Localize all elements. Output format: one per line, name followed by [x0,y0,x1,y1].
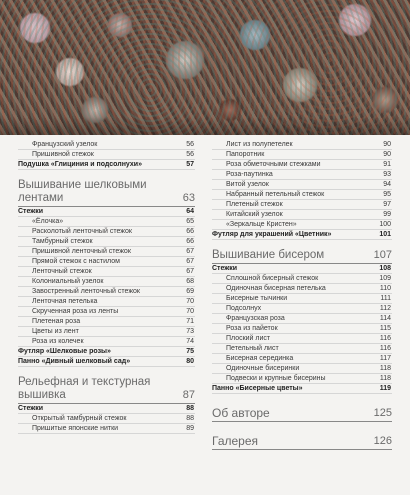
toc-entry-title: Расколотый ленточный стежок [32,228,132,235]
toc-entry-page: 110 [379,285,391,292]
toc-entry [18,267,195,277]
toc-entry [18,414,195,424]
toc-entry-page: 69 [186,288,194,295]
toc-entry-page: 56 [186,141,194,148]
toc-entry-title: Китайский узелок [226,211,283,218]
section-heading [212,249,392,264]
toc-entry-page: 90 [383,141,391,148]
toc-entry-title: Пришитые японские нитки [32,425,119,432]
toc-entry [212,170,392,180]
toc-entry-title: Скрученная роза из ленты [32,308,119,315]
toc-entry-page: 100 [379,221,391,228]
toc-entry-page: 57 [186,161,194,168]
toc-entry-title: Пришивной стежок [32,151,94,158]
toc-entry-page: 73 [186,328,194,335]
toc-entry [212,140,392,150]
toc-entry [18,150,195,160]
toc-entry [18,327,195,337]
toc-entry [212,160,392,170]
toc-entry-title: Набранный петельный стежок [226,191,325,198]
section-heading [212,407,392,422]
toc-entry-title: «Зеркальце Кристен» [226,221,297,228]
toc-entry-title: Французская роза [226,315,285,322]
section-title: Вышивание шелковыми лентами [18,179,147,204]
toc-entry [18,277,195,287]
toc-entry-title: Петельный лист [226,345,279,352]
toc-entry-page: 70 [186,308,194,315]
toc-entry [18,247,195,257]
toc-entry-page: 67 [186,268,194,275]
toc-entry-page: 116 [379,345,391,352]
toc-right-column [212,140,392,450]
toc-entry-title: Стежки [212,265,238,272]
toc-entry-title: Роза-паутинка [226,171,273,178]
section-page: 87 [182,389,195,401]
toc-entry-title: Подвески и крупные бисерины [226,375,326,382]
toc-entry-page: 88 [186,405,194,412]
toc-entry [18,347,195,357]
toc-entry-title: Панно «Бисерные цветы» [212,385,303,392]
toc-entry [212,230,392,240]
section-title: Галерея [212,434,259,448]
toc-group [212,264,392,394]
toc-entry-page: 74 [186,338,194,345]
toc-entry-page: 91 [383,161,391,168]
toc-entry-page: 114 [379,315,391,322]
toc-entry [212,324,392,334]
toc-entry-title: Пришивной ленточный стежок [32,248,131,255]
toc-entry-title: Прямой стежок с настилом [32,258,120,265]
toc-entry [212,210,392,220]
toc-entry-title: Ленточный стежок [32,268,92,275]
toc-entry-title: Сплошной бисерный стежок [226,275,319,282]
toc-entry-title: Стежки [18,208,44,215]
toc-entry [212,284,392,294]
header-photo-beads [0,0,410,135]
section-title: Об авторе [212,406,270,420]
toc-entry-page: 68 [186,278,194,285]
toc-entry [18,307,195,317]
toc-entry-page: 95 [383,191,391,198]
toc-entry [212,364,392,374]
toc-entry-page: 117 [379,355,391,362]
toc-entry-page: 99 [383,211,391,218]
toc-entry-title: Стежки [18,405,44,412]
toc-entry [212,200,392,210]
toc-entry-page: 90 [383,151,391,158]
toc-entry-title: Подушка «Глициния и подсолнухи» [18,161,142,168]
toc-entry-page: 118 [379,375,391,382]
toc-entry-title: Бисерная серединка [226,355,294,362]
toc-group [18,207,195,367]
toc-entry-page: 64 [186,208,194,215]
toc-entry-page: 66 [186,238,194,245]
toc-entry-page: 65 [186,218,194,225]
toc-group [18,404,195,434]
toc-entry [18,297,195,307]
toc-entry-page: 112 [379,305,391,312]
toc-entry-title: Папоротник [226,151,265,158]
toc-entry [212,190,392,200]
toc-entry-title: Колониальный узелок [32,278,104,285]
toc-entry-title: Футляр для украшений «Цветник» [212,231,332,238]
toc-entry-title: Роза из пайеток [226,325,278,332]
toc-entry [212,374,392,384]
toc-entry [18,317,195,327]
toc-entry [18,337,195,347]
toc-entry [212,294,392,304]
toc-entry-page: 119 [379,385,391,392]
toc-entry [212,384,392,394]
toc-entry [212,344,392,354]
toc-entry [212,150,392,160]
section-page: 125 [373,407,392,419]
toc-entry [18,207,195,217]
toc-entry-page: 89 [186,425,194,432]
toc-entry [18,160,195,170]
section-page: 126 [373,435,392,447]
toc-entry-page: 115 [379,325,391,332]
toc-entry-page: 88 [186,415,194,422]
toc-entry-page: 70 [186,298,194,305]
beads-texture [0,0,410,135]
toc-entry [18,140,195,150]
toc-entry [18,257,195,267]
toc-entry-title: Открытый тамбурный стежок [32,415,127,422]
toc-entry-title: Бисерные тычинки [226,295,288,302]
section-heading [18,376,195,404]
toc-entry [18,227,195,237]
toc-entry-title: Роза из колечек [32,338,84,345]
section-heading [18,179,195,207]
toc-entry-title: Роза обметочными стежками [226,161,321,168]
toc-entry-title: Ленточная петелька [32,298,98,305]
toc-entry-page: 93 [383,171,391,178]
toc-left-column [18,140,195,434]
toc-entry-page: 67 [186,258,194,265]
toc-entry [212,220,392,230]
toc-entry-title: Плоский лист [226,335,271,342]
toc-entry-page: 101 [379,231,391,238]
toc-entry-title: Панно «Дивный шелковый сад» [18,358,131,365]
toc-entry [212,274,392,284]
toc-entry [18,217,195,227]
section-title: Рельефная и текстурная вышивка [18,376,151,401]
toc-entry [18,357,195,367]
toc-entry-title: Одиночная бисерная петелька [226,285,326,292]
toc-entry [212,354,392,364]
toc-entry [212,180,392,190]
toc-entry-page: 67 [186,248,194,255]
toc-entry [18,287,195,297]
toc-entry [212,304,392,314]
toc-entry-page: 56 [186,151,194,158]
toc-entry [212,264,392,274]
toc-entry [212,314,392,324]
toc-entry-page: 80 [186,358,194,365]
toc-entry-page: 66 [186,228,194,235]
toc-entry-title: Французский узелок [32,141,98,148]
toc-entry-title: Плетеная роза [32,318,81,325]
toc-entry [18,237,195,247]
section-page: 63 [182,192,195,204]
toc-entry-title: «Ёлочка» [32,218,64,225]
toc-entry-page: 116 [379,335,391,342]
toc-entry-page: 75 [186,348,194,355]
toc-entry-title: Витой узелок [226,181,269,188]
toc-entry [18,404,195,414]
toc-entry-title: Лист из полупетелек [226,141,293,148]
toc-entry-title: Завостренный ленточный стежок [32,288,140,295]
toc-entry-title: Плетеный стежок [226,201,283,208]
toc-entry [212,334,392,344]
toc-group [212,140,392,240]
toc-entry-page: 108 [379,265,391,272]
toc-entry [18,424,195,434]
toc-entry-page: 71 [186,318,194,325]
toc-group [18,140,195,170]
section-title: Вышивание бисером [212,249,325,261]
section-heading [212,435,392,450]
toc-entry-page: 118 [379,365,391,372]
toc-entry-title: Футляр «Шелковые розы» [18,348,111,355]
toc-entry-page: 97 [383,201,391,208]
toc-entry-page: 111 [380,295,391,302]
toc-entry-page: 94 [383,181,391,188]
toc-entry-title: Подсолнух [226,305,262,312]
section-page: 107 [373,249,392,261]
toc-entry-title: Тамбурный стежок [32,238,93,245]
toc-entry-title: Цветы из лент [32,328,79,335]
toc-entry-page: 109 [379,275,391,282]
toc-entry-title: Одиночные бисеринки [226,365,300,372]
